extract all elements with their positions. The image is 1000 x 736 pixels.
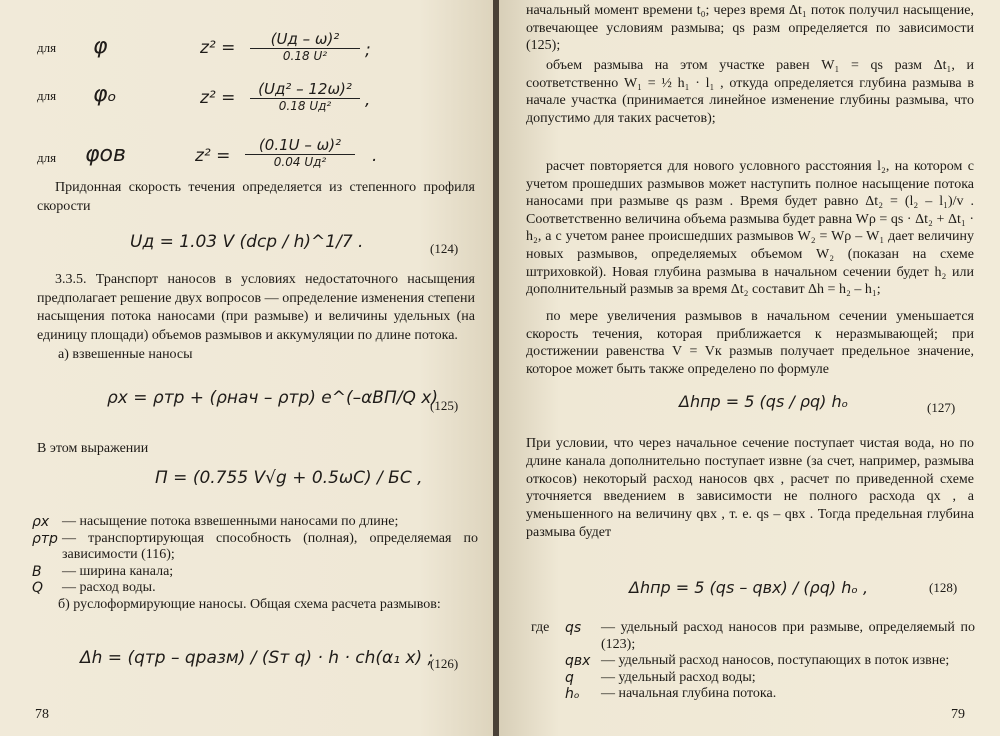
definition-symbol: qs [565,620,582,636]
where-label: где [531,620,550,635]
z-formula-1-den: 0.18 U² [282,49,328,63]
phi-symbol-3: φов [85,142,126,167]
definition-text: — удельный расход наносов, поступающих в поток извне; [601,653,950,668]
definition-text: — транспортирующая способность (полная), определяемая по зависимости (116); [62,530,478,562]
definition-text: — удельный расход воды; [601,669,756,685]
definition-item [32,564,478,581]
paragraph-erosion-volume: объем размыва на этом участке равен W₁ = qs разм Δt₁, и соответственно W₁ = ½ h₁ · l₁ , откуда определяется глубина размыва в начале участка (принимается линейное изменение глубины размыва, что допустимо для таких расчетов); [526,58,974,126]
page-number-right: 79 [951,707,965,722]
definition-text: — удельный расход наносов при размыве, определяемый по (123); [601,620,975,652]
definition-item [32,514,478,531]
paragraph-clean-water: При условии, что через начальное сечение поступает чистая вода, но по длине канала дополнительно поступает извне (за счет, например, размыва откосов) некоторый расход наносов qвх , расчет по приведенной схеме уточняется введением в зависимости не полного расхода qx , а уменьшенного на величину qвх , т. е. qs – qвх . Тогда предельная глубина размыва будет [526,436,974,540]
equation-128-number: (128) [929,580,958,595]
equation-128: Δhпр = 5 (qs – qвх) / (ρq) hₒ , [629,578,869,597]
paragraph-bottom-velocity: Придонная скорость течения определяется из степенного профиля скорости [37,180,475,214]
item-b-bedload: б) руслоформирующие наносы. Общая схема расчета размывов: [58,597,441,612]
z-formula-1-num: (Uд – ω)² [250,30,360,49]
z-formula-2-sep: , [365,90,371,110]
equation-127-number: (127) [927,400,956,415]
equation-127: Δhпр = 5 (qs / ρq) hₒ [679,392,849,411]
z-formula-3-sep: . [372,146,378,166]
definition-item [32,580,478,597]
for-label-1: для [37,40,57,55]
definition-text: — насыщение потока взвешенными наносами по длине; [62,514,399,529]
z-formula-2-num: (Uд² – 12ω)² [250,80,360,99]
z-formula-3-frac [245,136,355,169]
equation-124-number: (124) [430,241,459,256]
for-label-2: для [37,88,57,103]
z-formula-2-frac [250,80,360,113]
definition-symbol: qвх [565,653,591,669]
equation-124: Uд = 1.03 V (dср / h)^1/7 . [130,232,364,252]
definition-item [565,653,975,670]
definition-symbol: q [565,669,574,686]
paragraph-initial-moment: начальный момент времени t₀; через время Δt₁ поток получил насыщение, отвечающее условиям размыва; qs разм определяется по зависимости (125); [526,3,974,53]
definition-item [32,531,478,564]
definition-item [565,620,975,653]
definition-symbol: B [32,563,42,580]
page-number-left: 78 [35,707,49,722]
z-formula-1-lhs: z² = [200,38,236,58]
definition-item [565,670,975,687]
z-formula-1-frac [250,30,360,63]
definition-text: — начальная глубина потока. [601,686,777,701]
paragraph-repeat-calc: расчет повторяется для нового условного расстояния l₂, на котором с учетом прошедших размывов может наступить полное насыщение потока наносами при размыве qs разм . Время будет равно Δt₂ = (l₂ – l₁)/v . Соответственно величина объема размыва будет равна Wρ = qs · Δt₂ + Δt₁ · h₂, а с учетом ранее происшедших размывов W₂ = Wρ – W₁ дает величину новых размывов, определяемых объемом W₂ (показан на схеме штриховкой). Новая глубина размыва в начальном сечении будет h₂ или дополнительный размыв за время Δt₂ составит Δh = h₂ – h₁; [526,159,974,298]
z-formula-3-num: (0.1U – ω)² [245,136,355,155]
in-expression-label: В этом выражении [37,441,149,456]
z-formula-3-den: 0.04 Uд² [273,155,327,169]
for-label-3: для [37,150,57,165]
paragraph-sediment-transport: 3.3.5. Транспорт наносов в условиях недостаточного насыщения предполагает решение двух вопросов — определение изменения степени насыщения потока наносами (при размыве) и величины удельных (на единицу площади) объемов размывов и аккумуляции по длине потока. [37,272,475,343]
equation-pi: П = (0.755 V√g + 0.5ωC) / БC , [155,468,423,488]
z-formula-3-lhs: z² = [195,146,231,166]
equation-126: Δh = (qтр – qразм) / (Sт q) · h · ch(α₁ x) ; [80,648,434,668]
item-a-suspended: а) взвешенные наносы [58,347,193,362]
phi-symbol-1: φ [93,34,108,59]
paragraph-limit-erosion: по мере увеличения размывов в начальном сечении уменьшается скорость течения, которая приближается к неразмывающей; при достижении равенства V = Vк размыв получает предельное значение, которое может быть также определено по формуле [526,309,974,377]
left-page [0,0,493,736]
definition-symbol: ρx [32,514,50,530]
z-formula-2-den: 0.18 Uд² [278,99,332,113]
right-definitions-list [565,620,975,703]
definition-text: — ширина канала; [62,563,174,579]
definition-symbol: ρтр [32,530,58,547]
definition-symbol: Q [32,580,44,596]
equation-125-number: (125) [430,398,459,413]
equation-126-number: (126) [430,656,459,671]
definition-symbol: hₒ [565,686,580,702]
right-page [499,0,1000,736]
phi-symbol-2: φₒ [93,82,117,107]
definition-item [565,686,975,703]
definition-text: — расход воды. [62,580,156,595]
z-formula-2-lhs: z² = [200,88,236,108]
equation-125: ρx = ρтр + (ρнач – ρтр) e^(–αВП/Q x) [107,388,438,408]
left-definitions-list [32,514,478,597]
z-formula-1-sep: ; [365,40,371,60]
